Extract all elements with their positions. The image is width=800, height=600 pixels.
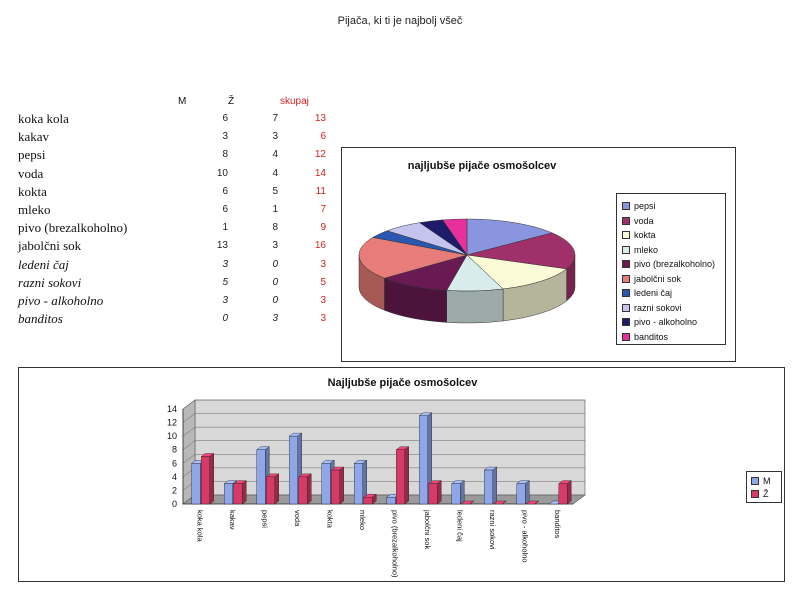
bar-legend-label-m: M	[763, 476, 771, 486]
pie-legend-label: jabolčni sok	[634, 273, 682, 284]
y-tick-label: 0	[171, 499, 177, 509]
pie-legend-label: mleko	[634, 244, 659, 255]
pie-legend-swatch	[622, 246, 630, 254]
row-value-z: 7	[272, 113, 278, 124]
row-value-z: 3	[272, 131, 278, 143]
row-label: koka kola	[18, 111, 69, 126]
row-value-z: 3	[272, 313, 278, 325]
pie-legend-swatch	[622, 318, 630, 326]
y-tick-label: 12	[166, 417, 177, 428]
row-value-total: 3	[320, 258, 326, 270]
bar-z	[331, 467, 344, 504]
row-value-z: 4	[272, 149, 278, 161]
row-label: jabolčni sok	[18, 238, 82, 254]
row-value-total: 5	[320, 276, 326, 288]
table-row	[18, 257, 338, 275]
pie-legend-label: kokta	[634, 230, 656, 240]
pie-legend-swatch	[622, 202, 630, 210]
row-value-total: 6	[320, 131, 326, 143]
pie-legend	[616, 193, 726, 345]
row-value-total: 11	[315, 185, 326, 197]
y-tick-label: 8	[171, 444, 177, 455]
y-tick-label: 14	[166, 404, 177, 414]
x-tick-label: kakav	[227, 510, 237, 530]
row-value-m: 5	[222, 276, 228, 288]
row-label: kokta	[18, 183, 47, 199]
row-value-m: 6	[222, 204, 228, 215]
table-row	[18, 202, 338, 220]
y-tick-label: 10	[166, 431, 177, 442]
row-value-total: 9	[320, 222, 326, 234]
bar-z	[266, 474, 279, 504]
row-label: pivo - alkoholno	[18, 293, 104, 308]
pie-chart-panel	[341, 147, 736, 362]
row-label: mleko	[18, 202, 51, 217]
x-tick-label: ledeni čaj	[455, 510, 465, 542]
table-row	[18, 238, 338, 256]
y-tick-label: 2	[171, 485, 177, 496]
x-tick-label: pivo - alkoholno	[520, 510, 530, 563]
table-row	[18, 129, 338, 147]
pie-legend-label: razni sokovi	[634, 302, 682, 313]
pie-slice-side	[447, 289, 503, 323]
table-row	[18, 220, 338, 238]
row-value-total: 16	[314, 240, 326, 252]
row-label: ledeni čaj	[18, 256, 69, 272]
row-value-m: 6	[222, 185, 228, 197]
row-value-z: 0	[272, 258, 278, 270]
y-tick-label: 4	[171, 471, 177, 482]
table-row	[18, 166, 338, 184]
bar-m	[452, 481, 465, 504]
pie-chart-title: najljubše pijače osmošolcev	[407, 160, 557, 172]
pie-legend-label: pivo (brezalkoholno)	[634, 259, 716, 269]
bar-legend-label-z: Ž	[763, 489, 769, 499]
x-tick-label: pepsi	[260, 510, 270, 528]
pie-legend-label: pepsi	[634, 201, 656, 211]
bar-legend-swatch-m	[751, 477, 759, 485]
row-label: banditos	[18, 311, 63, 327]
pie-legend-swatch	[622, 260, 630, 268]
row-value-z: 4	[272, 167, 278, 179]
pie-legend-swatch	[622, 275, 630, 283]
row-value-m: 13	[216, 240, 228, 252]
row-label: voda	[18, 165, 44, 181]
x-tick-label: koka kola	[195, 510, 205, 542]
pie-legend-label: pivo - alkoholno	[634, 317, 698, 327]
row-value-z: 0	[272, 295, 278, 306]
pie-legend-swatch	[622, 333, 630, 341]
bar-z	[429, 481, 442, 504]
x-tick-label: jabolčni sok	[422, 510, 432, 550]
x-tick-label: pivo (brezalkoholno)	[390, 510, 400, 578]
bar-z	[559, 481, 572, 504]
bar-z	[234, 481, 247, 504]
row-value-m: 3	[222, 131, 228, 143]
x-tick-label: voda	[292, 510, 302, 527]
bar-z	[364, 494, 377, 504]
row-value-m: 0	[222, 313, 228, 325]
pie-legend-label: banditos	[634, 331, 669, 342]
table-row	[18, 311, 338, 329]
row-value-total: 3	[320, 313, 326, 325]
row-value-m: 8	[222, 149, 228, 161]
row-value-m: 1	[222, 222, 228, 234]
row-label: razni sokovi	[18, 274, 82, 290]
col-header-m: M	[178, 96, 187, 107]
row-value-m: 10	[216, 167, 228, 179]
x-tick-label: kokta	[325, 510, 335, 528]
row-value-z: 1	[272, 204, 278, 215]
row-value-z: 8	[272, 222, 278, 234]
row-value-z: 0	[272, 276, 278, 288]
row-value-m: 3	[222, 295, 228, 306]
table-row	[18, 184, 338, 202]
row-label: pivo (brezalkoholno)	[18, 220, 128, 236]
row-value-total: 7	[320, 204, 326, 215]
table-row	[18, 293, 338, 311]
bar-chart-panel	[18, 367, 785, 582]
row-value-z: 5	[272, 185, 278, 197]
row-value-z: 3	[272, 240, 278, 252]
pie-chart	[342, 163, 622, 363]
x-tick-label: banditos	[552, 510, 562, 539]
pie-legend-swatch	[622, 231, 630, 239]
bar-m	[517, 481, 530, 504]
bar-m	[484, 467, 497, 504]
pie-legend-swatch	[622, 304, 630, 312]
pie-legend-label: ledeni čaj	[634, 288, 673, 298]
pie-legend-label: voda	[634, 215, 654, 226]
table-row	[18, 147, 338, 165]
y-tick-label: 6	[171, 458, 177, 469]
bar-z	[299, 474, 312, 504]
row-label: kakav	[18, 129, 50, 145]
bar-z	[396, 447, 409, 504]
table-row	[18, 275, 338, 293]
bar-chart	[19, 382, 739, 582]
row-value-total: 12	[314, 149, 326, 161]
bar-chart-title: Najljubše pijače osmošolcev	[327, 377, 478, 389]
pie-legend-swatch	[622, 289, 630, 297]
bar-legend-swatch-z	[751, 490, 759, 498]
table-row	[18, 111, 338, 129]
row-value-m: 3	[222, 258, 228, 270]
page-title: Pijača, ki ti je najbolj všeč	[337, 15, 463, 27]
x-tick-label: razni sokovi	[487, 510, 497, 550]
bar-legend	[746, 471, 782, 503]
col-header-z: Ž	[228, 96, 235, 107]
row-value-total: 13	[314, 113, 326, 124]
row-value-total: 3	[320, 295, 326, 306]
bar-z	[201, 454, 214, 505]
row-value-m: 6	[222, 113, 228, 124]
pie-legend-swatch	[622, 217, 630, 225]
row-value-total: 14	[314, 167, 326, 179]
x-tick-label: mleko	[357, 510, 367, 531]
col-header-total: skupaj	[280, 96, 309, 107]
row-label: pepsi	[18, 147, 46, 163]
